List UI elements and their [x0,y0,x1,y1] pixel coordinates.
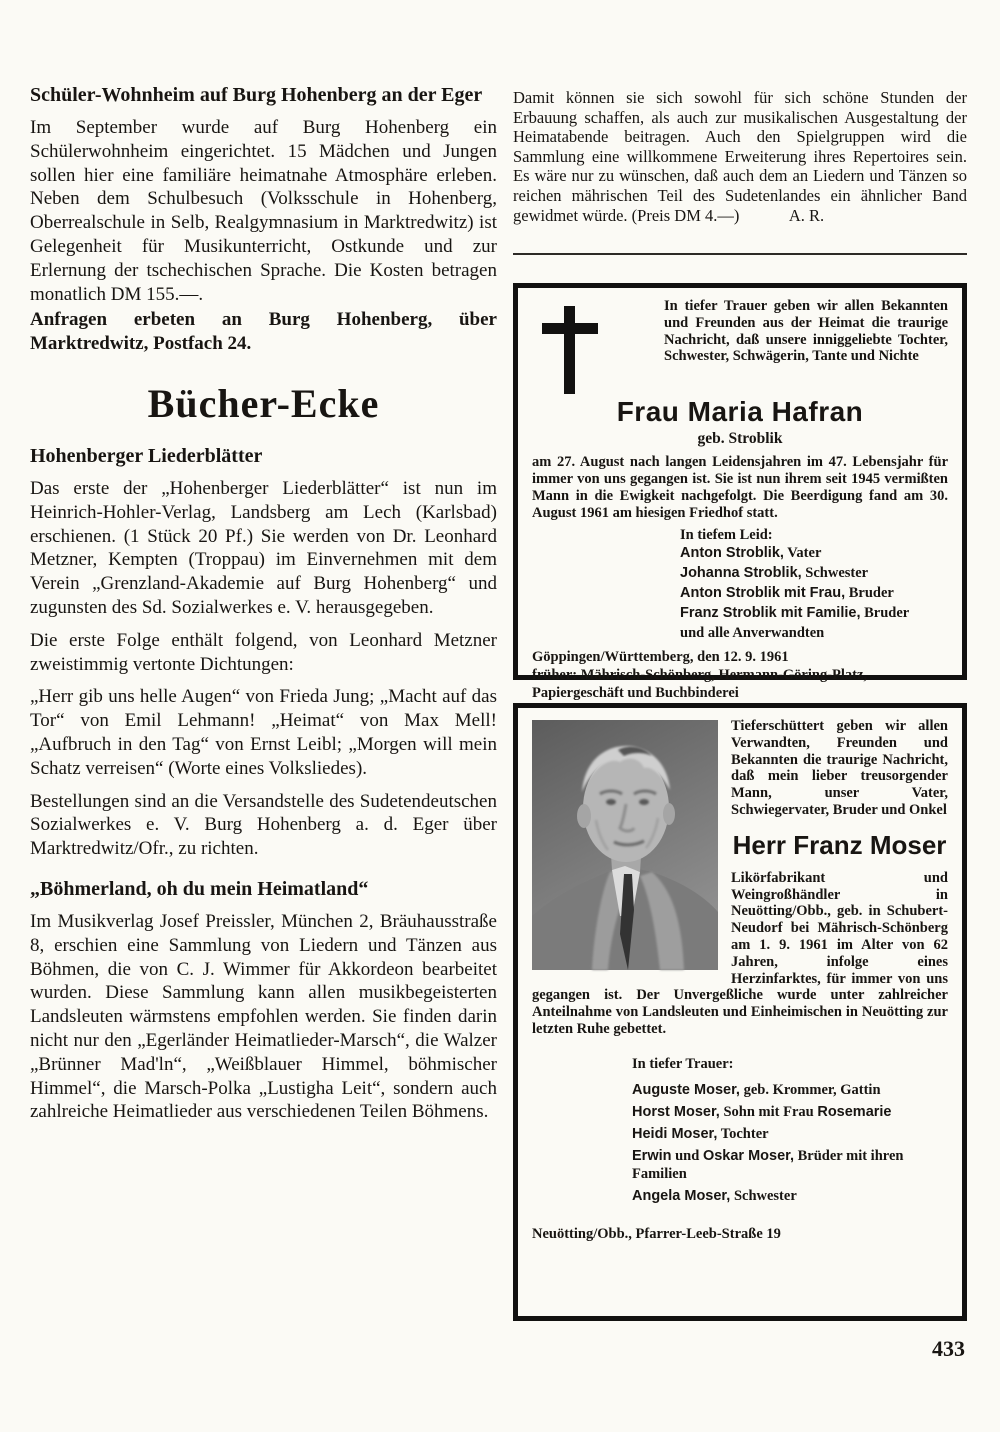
mourner-role: geb. Krommer, Gattin [739,1081,881,1098]
mourners-extra: und alle Anverwandten [680,625,825,642]
obituary-hafran-maiden-name: geb. Stroblik [697,430,783,448]
mourner-role: Vater [783,545,822,562]
mourner-role: Tochter [717,1125,769,1142]
article-body-boehmerland: Im Musikverlag Josef Preissler, München 2, Bräuhausstraße 8, erschien eine Sammlung von Liedern und Tänzen aus Böhmen, die von C. J. Wimmer für Akkordeon bearbeitet wurden. Diese Sammlung kann allen musikbegeisterten Landsleuten wärmstens empfohlen werden. Sie finden darin nicht nur den „Egerländer Heimatlieder-Marsch“, die Walzer „Brünner Mad'ln“, „Weißblauer Himmel, böhmischer Himmel“, die Marsch-Polka „Lustigha Leit“, sondern auch zahlreiche Heimatlieder aus verschiedenen Teilen Böhmens. [30,910,497,1123]
obituary-moser [513,703,967,1321]
portrait-photo-graphic [532,720,718,970]
right-column [513,0,967,1432]
obituary-moser-intro: Tieferschüttert geben wir allen Verwandten, Freunden und Bekannten die traurige Nachricht, daß mein lieber treusorgender Mann, unser Vater, Schwiegervater, Bruder und Onkel [731,718,948,819]
article-heading-wohnheim: Schüler-Wohnheim auf Burg Hohenberg an der Eger [30,84,483,106]
obituary-hafran-name: Frau Maria Hafran [616,396,864,427]
top-article-body [513,88,967,225]
mourner-role: Bruder [860,605,910,622]
obituary-hafran-body: am 27. August nach langen Leidensjahren im 47. Lebensjahr für immer von uns gegangen ist. Sie ist nun ihrem seit 1945 vermißten Mann in die Ewigkeit nachgefolgt. Die Beerdigung fand am 30. August 1961 am hiesigen Friedhof statt. [532,454,948,521]
page-number: 433 [932,1336,965,1361]
place-date: Göppingen/Württemberg, den 12. 9. 1961 [532,649,789,666]
mourner-row [680,585,948,603]
mourner-row [632,1104,948,1122]
liederblaetter-p4: Bestellungen sind an die Versandstelle des Sudetendeutschen Sozialwerkes e. V. Burg Hohenberg a. d. Eger über Marktredwitz/Ofr., zu richten. [30,790,497,860]
grief-label: In tiefem Leid: [680,526,773,543]
cross-vertical-bar [564,306,575,394]
former-residence-line1: früher: Mährisch-Schönberg, Hermann-Göring-Platz, [532,666,868,683]
mourner-role: Bruder [845,585,894,602]
mourner-name: Oskar Moser, [702,1147,795,1164]
mourner-name: Erwin [632,1147,672,1164]
article-heading-liederblaetter: Hohenberger Liederblätter [30,444,263,467]
mourner-role: Sohn mit Frau [719,1103,818,1120]
article-heading-boehmerland: „Böhmerland, oh du mein Heimatland“ [30,877,369,900]
top-article-byline: A. R. [788,205,825,225]
obituary-moser-address: Neuötting/Obb., Pfarrer-Leeb-Straße 19 [532,1225,781,1242]
section-heading-buecher-ecke: Bücher-Ecke [147,380,380,426]
mourner-name: Horst Moser, [632,1103,720,1120]
latin-cross-icon [542,306,598,394]
mourner-row [680,565,948,583]
mourner-row [632,1082,948,1100]
obituary-hafran-intro: In tiefer Trauer geben wir allen Bekannten und Freunden aus der Heimat die traurige Nachricht, daß unsere inniggeliebte Tochter, Schwester, Schwägerin, Tante und Nichte [664,298,948,365]
column-divider-rule [513,253,967,255]
mourner-role: Schwester [801,565,869,582]
liederblaetter-p1: Das erste der „Hohenberger Liederblätter“ ist nun im Heinrich-Hohler-Verlag, Landsberg am Lech (Karlsbad) erschienen. (1 Stück 20 Pf.) Sie werden von Dr. Leonhard Metzner, Kempten (Troppau) im Einvernehmen mit dem Verein „Grenzland-Akademie auf Burg Hohenberg“ und zugunsten des Sd. Sozialwerkes e. V. herausgegeben. [30,477,497,618]
obituary-hafran [513,283,967,701]
article-note-wohnheim: Anfragen erbeten an Burg Hohenberg, über Marktredwitz, Postfach 24. [30,309,497,355]
mourner-role: und [671,1147,703,1164]
mourner-row [632,1126,948,1144]
mourner-name: Johanna Stroblik, [680,565,802,582]
mourner-row [680,545,948,563]
obituary-hafran-mourners [680,527,948,644]
mourner-role: Brüder mit ihren Familien [632,1147,904,1182]
mourner-name: Franz Stroblik mit Familie, [680,605,861,622]
mourner-row [632,1148,948,1184]
obituary-moser-body: Likörfabrikant und Weingroßhändler in Neuötting/Obb., geb. in Schubert-Neudorf bei Mährisch-Schönberg am 1. 9. 1961 im Alter von 62 Jahren, infolge eines Herzinfarktes, für immer von uns gegangen ist. Der Unvergeßliche wurde unter zahlreicher Anteilnahme von Landsleuten und Einheimischen in Neuötting zur letzten Ruhe gebettet. [532,869,948,1038]
mourner-name: Rosemarie [817,1103,892,1120]
grief-label: In tiefer Trauer: [632,1055,734,1072]
portrait-photo [532,720,718,970]
left-column [30,82,497,1124]
obituary-moser-name: Herr Franz Moser [732,829,947,860]
mourner-row [632,1188,948,1206]
mourner-name: Angela Moser, [632,1187,731,1204]
liederblaetter-p2: Die erste Folge enthält folgend, von Leonhard Metzner zweistimmig vertonte Dichtungen: [30,629,497,675]
mourner-role: Schwester [730,1187,797,1204]
mourner-name: Heidi Moser, [632,1125,718,1142]
top-article-text: Damit können sie sich sowohl für sich schöne Stunden der Erbauung schaffen, als auch zur musikalischen Ausgestaltung der Heimatabende beitragen. Auch den Spielgruppen wird die Sammlung eine willkommene Erweiterung ihres Repertoires sein. Es wäre nur zu wünschen, daß auch dem an Liedern und Tänzen so reichen mährischen Teil des Sudetenlandes ein ähnlicher Band gewidmet würde. (Preis DM 4.—) [513,88,967,225]
obituary-hafran-footer [532,649,948,702]
former-residence-line2: Papiergeschäft und Buchbinderei [532,684,739,701]
cross-horizontal-bar [542,323,598,334]
mourner-name: Auguste Moser, [632,1081,740,1098]
mourner-name: Anton Stroblik, [680,545,784,562]
liederblaetter-p3: „Herr gib uns helle Augen“ von Frieda Jung; „Macht auf das Tor“ von Emil Lehmann! „Heimat“ von Max Mell! „Aufbruch in den Tag“ von Ernst Leibl; „Morgen will mein Schatz verreisen“ (Worte eines Volksliedes). [30,686,497,779]
mourner-row [680,605,948,623]
article-body-wohnheim: Im September wurde auf Burg Hohenberg ein Schülerwohnheim eingerichtet. 15 Mädchen und Jungen sollen hier eine familiäre heimatnahe Atmosphäre erleben. Neben dem Schulbesuch (Volksschule in Hohenberg, Oberrealschule in Selb, Realgymnasium in Marktredwitz) ist Gelegenheit für Musikunterricht, Ostkunde und zur Erlernung der tschechischen Sprache. Die Kosten betragen monatlich DM 155.—. [30,117,497,305]
obituary-moser-mourners [632,1082,948,1206]
mourner-name: Anton Stroblik mit Frau, [680,585,846,602]
